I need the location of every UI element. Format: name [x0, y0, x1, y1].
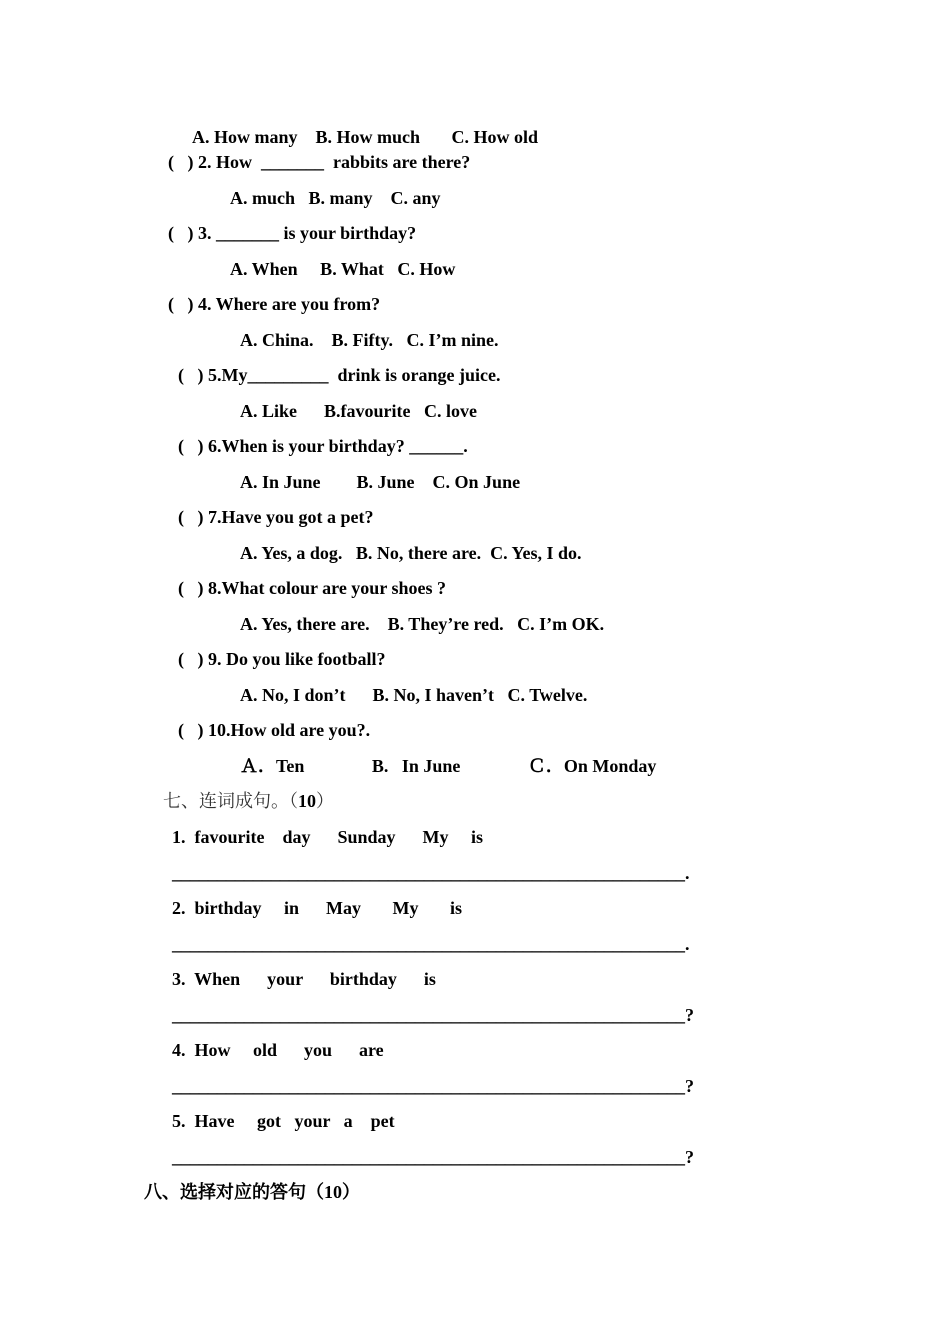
reorder-5-answer-line: _________________________________________________________?: [172, 1147, 694, 1167]
section-8-heading: 八、选择对应的答句（10）: [144, 1182, 360, 1202]
reorder-1-answer-line: _________________________________________________________.: [172, 863, 690, 883]
question-3-options: A. When B. What C. How: [230, 259, 456, 279]
question-4: ( ) 4. Where are you from?: [168, 294, 381, 314]
question-10-options: Ａ．Ten B. In June Ｃ．On Monday: [240, 756, 657, 776]
question-10: ( ) 10.How old are you?.: [178, 720, 371, 740]
reorder-1-words: 1. favourite day Sunday My is: [172, 827, 484, 847]
question-9-options: A. No, I don’t B. No, I haven’t C. Twelve.: [240, 685, 588, 705]
section-7-heading: 七、连词成句。（10）: [163, 791, 334, 811]
question-9: ( ) 9. Do you like football?: [178, 649, 386, 669]
question-4-options: A. China. B. Fifty. C. I’m nine.: [240, 330, 499, 350]
reorder-2-words: 2. birthday in May My is: [172, 898, 463, 918]
question-6-options: A. In June B. June C. On June: [240, 472, 521, 492]
question-7: ( ) 7.Have you got a pet?: [178, 507, 374, 527]
question-8-options: A. Yes, there are. B. They’re red. C. I’m OK.: [240, 614, 605, 634]
q1-options: A. How many B. How much C. How old: [192, 127, 539, 147]
reorder-4-words: 4. How old you are: [172, 1040, 384, 1060]
question-6: ( ) 6.When is your birthday? ______.: [178, 436, 468, 456]
reorder-3-answer-line: _________________________________________________________?: [172, 1005, 694, 1025]
question-5-options: A. Like B.favourite C. love: [240, 401, 477, 421]
question-7-options: A. Yes, a dog. B. No, there are. C. Yes, I do.: [240, 543, 582, 563]
question-2-options: A. much B. many C. any: [230, 188, 441, 208]
reorder-2-answer-line: _________________________________________________________.: [172, 934, 690, 954]
question-5: ( ) 5.My_________ drink is orange juice.: [178, 365, 501, 385]
reorder-3-words: 3. When your birthday is: [172, 969, 436, 989]
question-8: ( ) 8.What colour are your shoes ?: [178, 578, 446, 598]
question-3: ( ) 3. _______ is your birthday?: [168, 223, 417, 243]
question-2: ( ) 2. How _______ rabbits are there?: [168, 152, 471, 172]
reorder-4-answer-line: _________________________________________________________?: [172, 1076, 694, 1096]
reorder-5-words: 5. Have got your a pet: [172, 1111, 395, 1131]
